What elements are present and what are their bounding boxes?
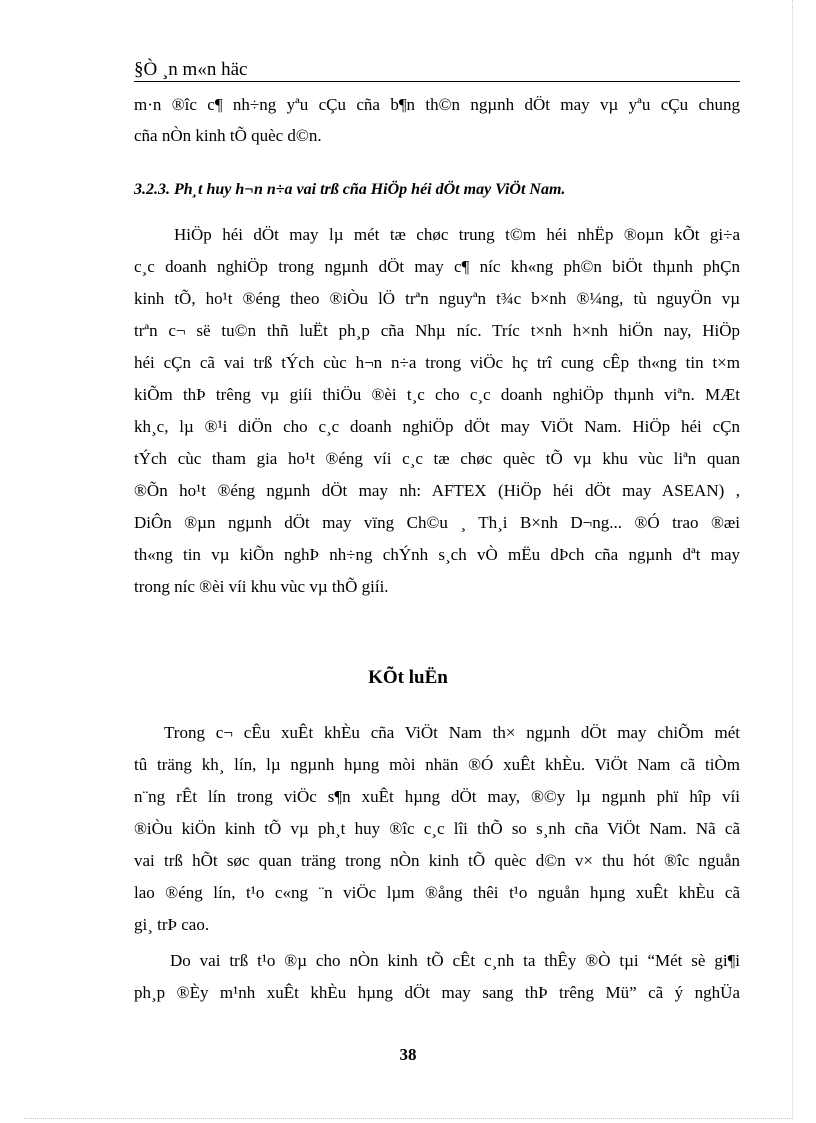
conclusion-heading: KÕt luËn [368, 667, 448, 688]
text-line: vai trß hÕt søc quan träng trong nÒn kinh tÕ quèc d©n v× thu hót ®îc nguån [134, 851, 740, 870]
text-line: th«ng tin vµ kiÕn nghÞ nh÷ng chÝnh s¸ch vÒ mËu dÞch cña ngµnh dªt may [134, 545, 740, 564]
text-line: ®iÒu kiÖn kinh tÕ vµ ph¸t huy ®îc c¸c lîi thÕ so s¸nh cña ViÖt Nam. Nã cã [134, 819, 740, 838]
document-header-title: §Ò ¸n m«n häc [134, 59, 248, 80]
text-line: trong níc ®èi víi khu vùc vµ thÕ giíi. [134, 577, 389, 596]
text-line: DiÔn ®µn ngµnh dÖt may vïng Ch©u ¸ Th¸i B×nh D¬ng... ®Ó trao ®æi [134, 513, 740, 532]
text-line: c¸c doanh nghiÖp trong ngµnh dÖt may c¶ níc kh«ng ph©n biÖt thµnh phÇn [134, 257, 740, 276]
text-line: HiÖp héi dÖt may lµ mét tæ chøc trung t©m héi nhËp ®oµn kÕt gi÷a [174, 225, 740, 244]
text-line: Do vai trß t¹o ®µ cho nÒn kinh tÕ cÊt c¸nh ta thÊy ®Ò tµi “Mét sè gi¶i [170, 951, 740, 970]
text-line: ®Õn ho¹t ®éng ngµnh dÖt may nh: AFTEX (HiÖp héi dÖt may ASEAN) , [134, 481, 740, 500]
text-line: ph¸p ®Èy m¹nh xuÊt khÈu hµng dÖt may sang thÞ trêng Mü” cã ý nghÜa [134, 983, 740, 1002]
text-line: lao ®éng lín, t¹o c«ng ¨n viÖc lµm ®ång thêi t¹o nguån hµng xuÊt khÈu cã [134, 883, 740, 902]
text-line: n¨ng rÊt lín trong viÖc s¶n xuÊt hµng dÖt may, ®©y lµ ngµnh phï hîp víi [134, 787, 740, 806]
text-line: kiÕm thÞ trêng vµ giíi thiÖu ®èi t¸c cho c¸c doanh nghiÖp thµnh viªn. MÆt [134, 385, 740, 404]
text-line: gi¸ trÞ cao. [134, 915, 210, 934]
text-line: cña nÒn kinh tÕ quèc d©n. [134, 126, 322, 145]
page-number: 38 [399, 1045, 417, 1064]
section-heading: 3.2.3. Ph¸t huy h¬n n÷a vai trß cña HiÖp héi dÖt may ViÖt Nam. [134, 181, 566, 198]
text-line: héi cÇn cã vai trß tÝch cùc h¬n n÷a trong viÖc hç trî cung cÊp th«ng tin t×m [134, 353, 740, 372]
text-line: kh¸c, lµ ®¹i diÖn cho c¸c doanh nghiÖp dÖt may ViÖt Nam. HiÖp héi cÇn [134, 417, 740, 436]
text-line: trªn c¬ së tu©n thñ luËt ph¸p cña Nhµ níc. Tríc t×nh h×nh hiÖn nay, HiÖp [134, 321, 740, 340]
page-edge-bottom [24, 1118, 792, 1119]
text-line: m·n ®îc c¶ nh÷ng yªu cÇu cña b¶n th©n ngµnh dÖt may vµ yªu cÇu chung [134, 95, 740, 114]
text-line: tÝch cùc tham gia ho¹t ®éng víi c¸c tæ chøc quèc tÕ vµ khu vùc liªn quan [134, 449, 740, 468]
text-line: Trong c¬ cÊu xuÊt khÈu cña ViÖt Nam th× ngµnh dÖt may chiÕm mét [164, 723, 740, 742]
page-edge-right [792, 0, 793, 1120]
header-divider [134, 81, 740, 82]
text-line: tû träng kh¸ lín, lµ ngµnh hµng mòi nhän ®Ó xuÊt khÈu. ViÖt Nam cã tiÒm [134, 755, 740, 774]
text-line: kinh tÕ, ho¹t ®éng theo ®iÒu lÖ trªn nguyªn t¾c b×nh ®¼ng, tù nguyÖn vµ [134, 289, 740, 308]
